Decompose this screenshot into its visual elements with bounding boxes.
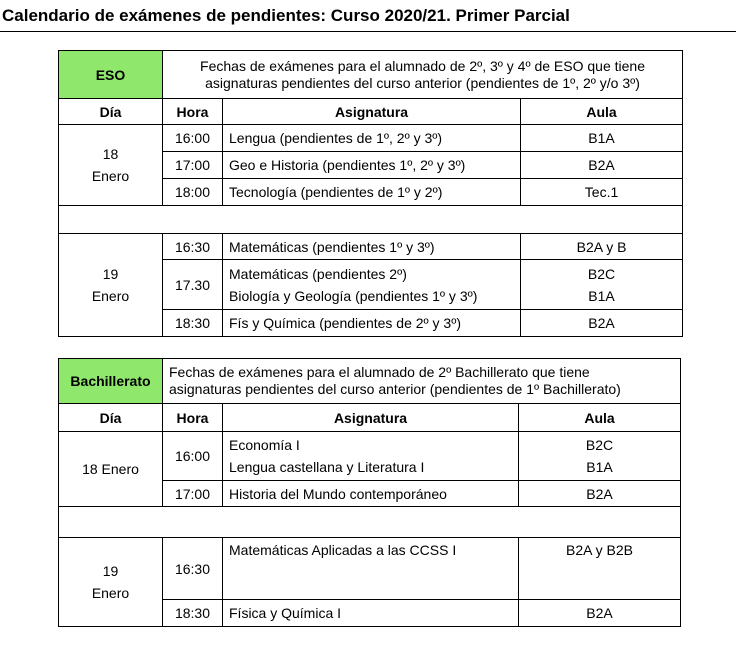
asignatura-line: Biología y Geología (pendientes 1º y 3º) (229, 287, 478, 304)
spacer-row (59, 507, 681, 538)
hora-cell: 16:30 (163, 234, 223, 260)
asignatura-line: Economía I (229, 437, 300, 453)
aula-cell: Tec.1 (521, 179, 683, 206)
aula-cell: B2A y B2B (519, 538, 681, 600)
aula-line: B2C (587, 265, 616, 282)
asignatura-line: Matemáticas (pendientes 2º) (229, 265, 407, 282)
header-dia: Día (59, 99, 163, 125)
header-asignatura: Asignatura (223, 404, 519, 432)
aula-line: B2C (585, 437, 614, 453)
aula-cell (521, 260, 683, 310)
aula-cell: B2A (521, 152, 683, 179)
hora-cell: 17:00 (163, 152, 223, 179)
title-underline (0, 31, 736, 32)
table-row (59, 234, 683, 260)
dia-cell (59, 125, 163, 206)
dia-month: Enero (91, 585, 130, 601)
hora-cell: 18:30 (163, 600, 223, 627)
asignatura-cell: Física y Química I (223, 600, 519, 627)
hora-cell: 16:00 (163, 125, 223, 152)
asignatura-cell: Tecnología (pendientes de 1º y 2º) (223, 179, 521, 206)
header-asignatura: Asignatura (223, 99, 521, 125)
eso-description (163, 51, 683, 99)
asignatura-cell: Historia del Mundo contemporáneo (223, 481, 519, 507)
bachillerato-description-line2: asignaturas pendientes del curso anterior (pendientes de 1º Bachillerato) (169, 381, 621, 397)
bachillerato-tag: Bachillerato (59, 359, 163, 404)
eso-description-line2: asignaturas pendientes del curso anterior (pendientes de 1º, 2º y/o 3º) (205, 74, 640, 91)
aula-line: B1A (588, 287, 615, 304)
header-aula: Aula (521, 99, 683, 125)
hora-cell: 17:00 (163, 481, 223, 507)
dia-cell (59, 538, 163, 627)
eso-tag: ESO (59, 51, 163, 99)
aula-cell: B2A (521, 310, 683, 337)
bachillerato-schedule-table (58, 358, 681, 627)
table-row (59, 125, 683, 152)
aula-line: B1A (586, 459, 613, 475)
header-dia: Día (59, 404, 163, 432)
eso-description-line1: Fechas de exámenes para el alumnado de 2º, 3º y 4º de ESO que tiene (200, 57, 645, 74)
asignatura-cell (223, 432, 519, 481)
aula-cell: B2A y B (521, 234, 683, 260)
header-aula: Aula (519, 404, 681, 432)
table-row (59, 432, 681, 481)
aula-cell: B2A (519, 600, 681, 627)
asignatura-cell: Matemáticas Aplicadas a las CCSS I (223, 538, 519, 600)
dia-number: 18 (102, 146, 119, 162)
page-title: Calendario de exámenes de pendientes: Curso 2020/21. Primer Parcial (2, 6, 570, 25)
dia-cell: 18 Enero (59, 432, 163, 507)
hora-cell: 18:30 (163, 310, 223, 337)
asignatura-cell: Geo e Historia (pendientes 1º, 2º y 3º) (223, 152, 521, 179)
hora-cell: 16:00 (163, 432, 223, 481)
hora-cell: 18:00 (163, 179, 223, 206)
aula-cell: B2A (519, 481, 681, 507)
dia-month: Enero (91, 168, 130, 184)
hora-cell: 17.30 (163, 260, 223, 310)
asignatura-cell: Fís y Química (pendientes de 2º y 3º) (223, 310, 521, 337)
dia-cell (59, 234, 163, 337)
dia-number: 19 (102, 563, 119, 579)
eso-schedule-table (58, 50, 683, 337)
asignatura-line: Lengua castellana y Literatura I (229, 459, 425, 475)
dia-month: Enero (91, 288, 130, 304)
aula-cell (519, 432, 681, 481)
asignatura-cell: Lengua (pendientes de 1º, 2º y 3º) (223, 125, 521, 152)
dia-number: 19 (102, 266, 119, 282)
header-hora: Hora (163, 404, 223, 432)
asignatura-cell: Matemáticas (pendientes 1º y 3º) (223, 234, 521, 260)
spacer-row (59, 206, 683, 234)
aula-cell: B1A (521, 125, 683, 152)
bachillerato-description-line1: Fechas de exámenes para el alumnado de 2º Bachillerato que tiene (169, 364, 590, 380)
bachillerato-description (163, 359, 681, 404)
hora-cell: 16:30 (163, 538, 223, 600)
asignatura-cell (223, 260, 521, 310)
header-hora: Hora (163, 99, 223, 125)
table-row (59, 538, 681, 600)
